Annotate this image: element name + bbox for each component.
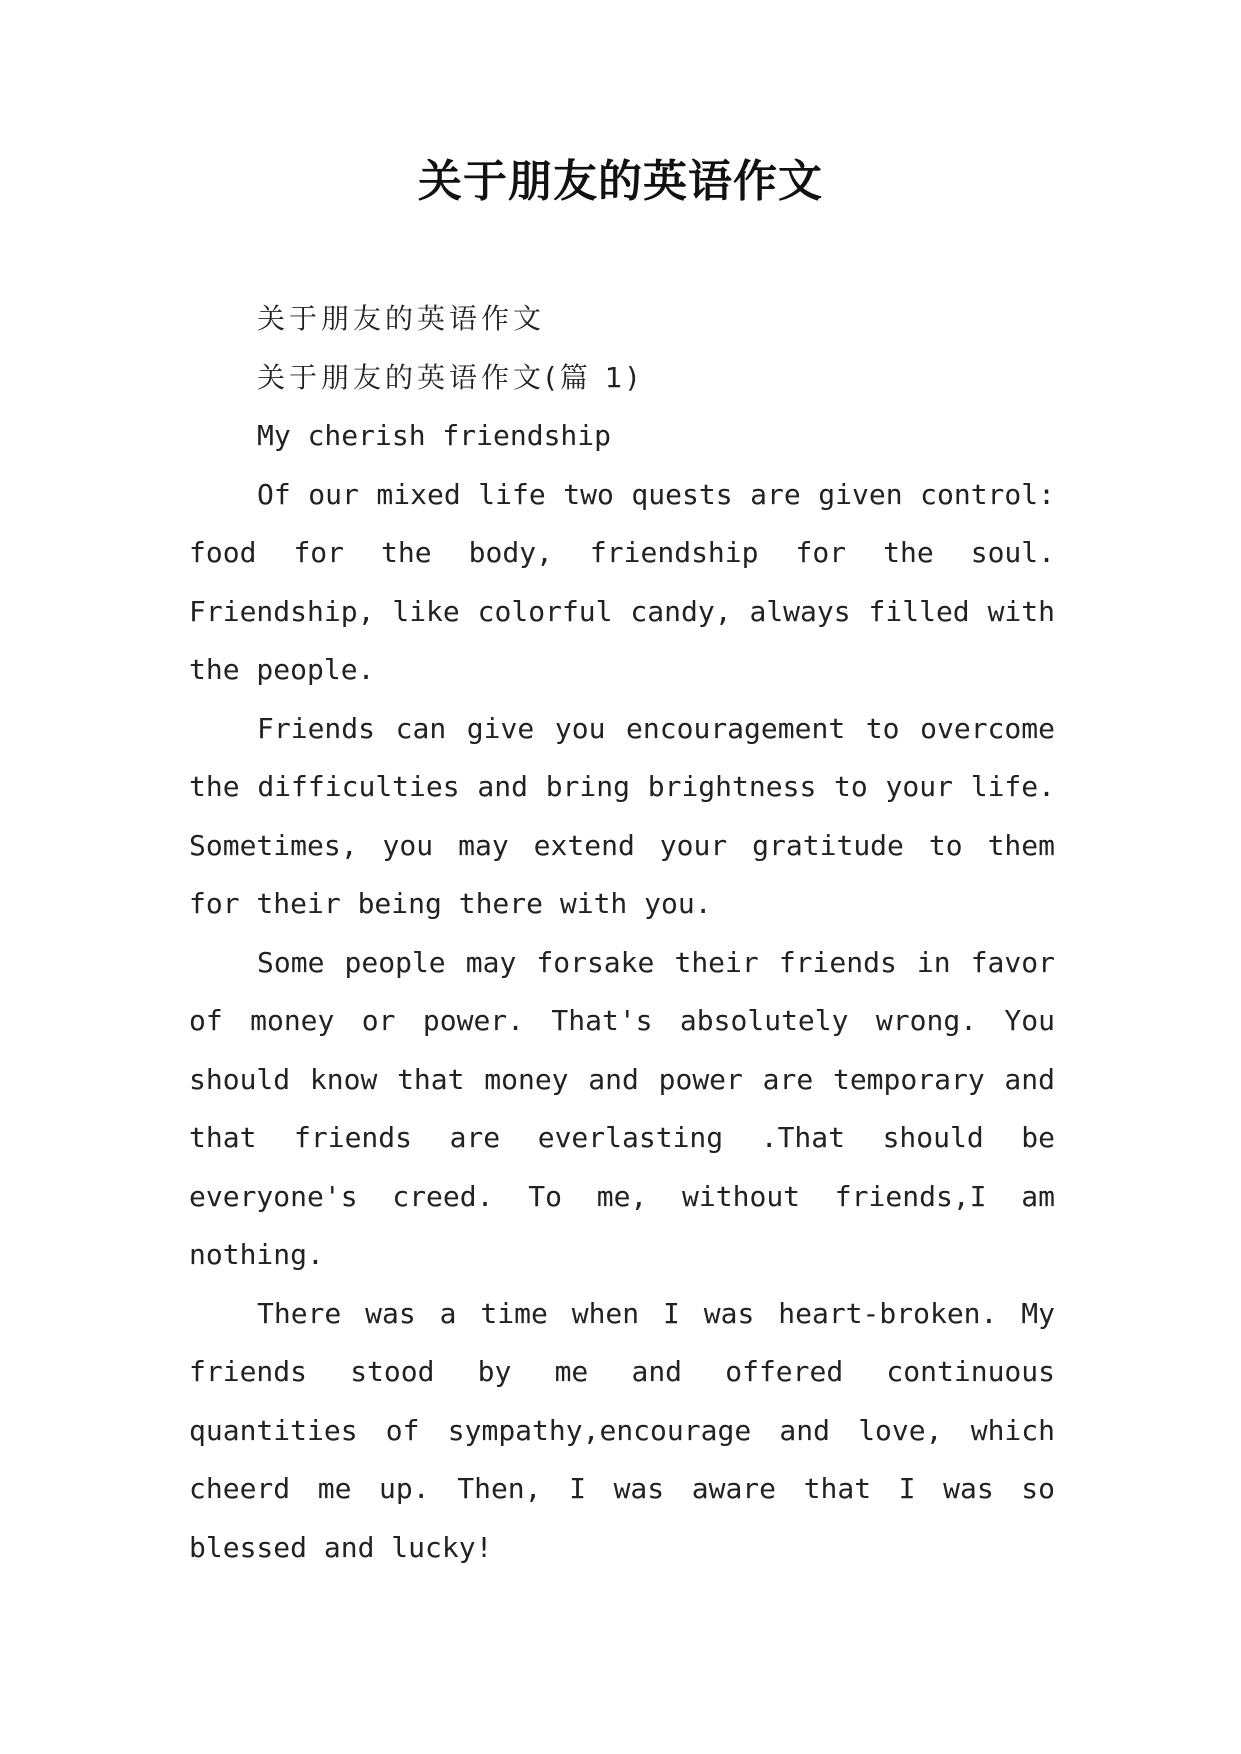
paragraph-line: everyone's creed. To me, without friends,I am [189,1179,1055,1213]
paragraph-line: that friends are everlasting .That should be [189,1121,1055,1154]
paragraph-line: Friendship, like colorful candy, always filled with [189,594,1055,628]
section-heading: 关于朋友的英语作文(篇 1) [257,360,642,394]
paragraph-2 [189,700,1055,934]
paragraph-line: cheerd me up. Then, I was aware that I was so [189,1472,1055,1505]
paragraph-4 [189,1285,1055,1578]
paragraph-line: Sometimes, you may extend your gratitude to them [189,828,1055,862]
heading-line: 关于朋友的英语作文 [257,302,546,335]
paragraph-line: blessed and lucky! [189,1530,493,1564]
paragraph-line: Some people may forsake their friends in favor [257,945,1055,979]
paragraph-line: Friends can give you encouragement to overcome [257,711,1055,745]
document-title: 关于朋友的英语作文 [418,156,823,207]
paragraph-line: for their being there with you. [189,887,712,920]
paragraph-line: should know that money and power are temporary and [189,1062,1055,1096]
essay-subtitle: My cherish friendship [257,419,612,452]
paragraph-line: the people. [189,653,375,686]
document-body [189,290,1055,1577]
paragraph-1 [189,466,1055,700]
paragraph-line: There was a time when I was heart-broken. My [257,1296,1055,1330]
paragraph-3 [189,934,1055,1285]
paragraph-line: friends stood by me and offered continuous [189,1355,1055,1388]
paragraph-line: Of our mixed life two quests are given control: [257,477,1055,511]
paragraph-line: of money or power. That's absolutely wrong. You [189,1004,1055,1037]
paragraph-line: nothing. [189,1238,324,1271]
paragraph-line: food for the body, friendship for the soul. [189,536,1055,569]
paragraph-line: quantities of sympathy,encourage and love, which [189,1413,1055,1447]
paragraph-line: the difficulties and bring brightness to your life. [189,770,1055,803]
